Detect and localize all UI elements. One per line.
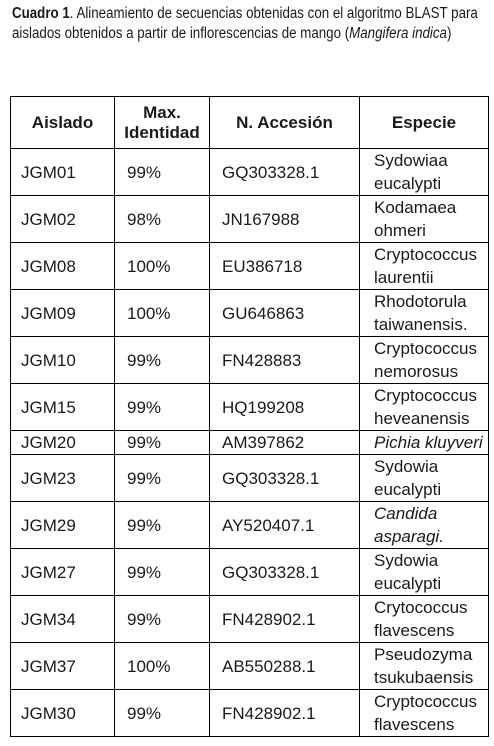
- cell-aislado: JGM23: [11, 455, 115, 502]
- table-caption: [12, 4, 490, 44]
- cell-accesion: EU386718: [210, 243, 360, 290]
- cell-accesion: AB550288.1: [210, 643, 360, 690]
- cell-especie: Crytococcus flavescens: [360, 596, 489, 643]
- cell-identidad: 99%: [115, 690, 210, 737]
- cell-aislado: JGM15: [11, 384, 115, 431]
- header-identidad: Max. Identidad: [115, 97, 210, 149]
- cell-identidad: 99%: [115, 149, 210, 196]
- cell-identidad: 99%: [115, 596, 210, 643]
- table-row: [11, 643, 489, 690]
- cell-aislado: JGM08: [11, 243, 115, 290]
- cell-accesion: GU646863: [210, 290, 360, 337]
- cell-aislado: JGM02: [11, 196, 115, 243]
- cell-accesion: GQ303328.1: [210, 149, 360, 196]
- alignment-table: [10, 96, 489, 737]
- cell-identidad: 99%: [115, 337, 210, 384]
- cell-identidad: 99%: [115, 431, 210, 455]
- cell-identidad: 99%: [115, 549, 210, 596]
- cell-accesion: AM397862: [210, 431, 360, 455]
- cell-especie: Kodamaea ohmeri: [360, 196, 489, 243]
- cell-accesion: JN167988: [210, 196, 360, 243]
- cell-aislado: JGM09: [11, 290, 115, 337]
- caption-text: . Alineamiento de secuencias obtenidas con el algoritmo BLAST para aislados obtenidos a partir de inflorescencias de mango (: [12, 5, 478, 42]
- cell-especie: Cryptococcus heveanensis: [360, 384, 489, 431]
- cell-identidad: 99%: [115, 455, 210, 502]
- cell-especie: Sydowia eucalypti: [360, 455, 489, 502]
- cell-accesion: HQ199208: [210, 384, 360, 431]
- header-especie: Especie: [360, 97, 489, 149]
- cell-especie: Pseudozyma tsukubaensis: [360, 643, 489, 690]
- cell-aislado: JGM34: [11, 596, 115, 643]
- cell-especie: Candida asparagi.: [360, 502, 489, 549]
- cell-especie: Cryptococcus nemorosus: [360, 337, 489, 384]
- cell-especie: Cryptococcus flavescens: [360, 690, 489, 737]
- table-row: [11, 243, 489, 290]
- table-row: [11, 384, 489, 431]
- cell-aislado: JGM29: [11, 502, 115, 549]
- caption-close: ): [446, 25, 452, 42]
- cell-identidad: 99%: [115, 384, 210, 431]
- cell-aislado: JGM10: [11, 337, 115, 384]
- cell-especie: Rhodotorula taiwanensis.: [360, 290, 489, 337]
- table-row: [11, 596, 489, 643]
- cell-identidad: 100%: [115, 290, 210, 337]
- caption-label: Cuadro 1: [12, 5, 70, 22]
- table-row: [11, 549, 489, 596]
- cell-aislado: JGM27: [11, 549, 115, 596]
- cell-especie: Sydowia eucalypti: [360, 549, 489, 596]
- table-row: [11, 196, 489, 243]
- cell-aislado: JGM20: [11, 431, 115, 455]
- table-row: [11, 690, 489, 737]
- table-row: [11, 502, 489, 549]
- header-row: [11, 97, 489, 149]
- cell-aislado: JGM30: [11, 690, 115, 737]
- cell-accesion: GQ303328.1: [210, 455, 360, 502]
- header-aislado: Aislado: [11, 97, 115, 149]
- cell-especie: Cryptococcus laurentii: [360, 243, 489, 290]
- table-row: [11, 431, 489, 455]
- table-row: [11, 290, 489, 337]
- caption-species: Mangifera indica: [349, 25, 447, 42]
- cell-aislado: JGM37: [11, 643, 115, 690]
- table-row: [11, 455, 489, 502]
- cell-accesion: FN428902.1: [210, 690, 360, 737]
- cell-accesion: FN428883: [210, 337, 360, 384]
- cell-accesion: FN428902.1: [210, 596, 360, 643]
- header-accesion: N. Accesión: [210, 97, 360, 149]
- cell-aislado: JGM01: [11, 149, 115, 196]
- cell-accesion: AY520407.1: [210, 502, 360, 549]
- cell-identidad: 98%: [115, 196, 210, 243]
- cell-identidad: 100%: [115, 243, 210, 290]
- cell-accesion: GQ303328.1: [210, 549, 360, 596]
- cell-especie: Pichia kluyveri: [360, 431, 489, 455]
- cell-identidad: 100%: [115, 643, 210, 690]
- cell-especie: Sydowiaa eucalypti: [360, 149, 489, 196]
- table-row: [11, 337, 489, 384]
- table-row: [11, 149, 489, 196]
- cell-identidad: 99%: [115, 502, 210, 549]
